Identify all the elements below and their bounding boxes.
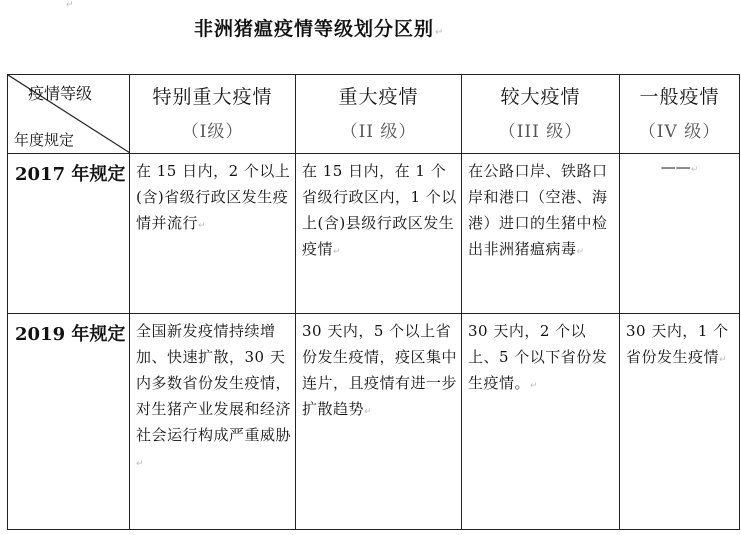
cell-mark: ↵ <box>576 247 585 257</box>
header-level-2 <box>296 75 462 154</box>
year-cell: 2017 年规定 <box>8 154 130 314</box>
level-grade: （III 级） <box>498 122 583 142</box>
level-3-cell <box>462 154 620 314</box>
cell-mark: ↵ <box>198 221 207 231</box>
cell-text: 在公路口岸、铁路口岸和港口（空港、海港）进口的生猪中检出非洲猪瘟病毒 <box>468 162 608 258</box>
corner-label-level: 疫情等级 <box>28 84 93 103</box>
header-level-1 <box>130 75 296 154</box>
cell-mark: ↵ <box>530 381 539 391</box>
cell-text: 30 天内，1 个省份发生疫情 <box>626 322 729 366</box>
level-3-cell <box>462 314 620 530</box>
level-2-cell <box>296 154 462 314</box>
year-cell: 2019 年规定 <box>8 314 130 530</box>
cell-text: 全国新发疫情持续增加、快速扩散，30 天内多数省份发生疫情，对生猪产业发展和经济社会运行构成严重威胁 <box>136 322 292 444</box>
cell-mark: ↵ <box>333 247 342 257</box>
cell-text: 在 15 日内，2 个以上(含)省级行政区发生疫情并流行 <box>136 162 291 232</box>
table-row-2017 <box>8 154 740 314</box>
cell-text: 30 天内，5 个以上省份发生疫情，疫区集中连片，且疫情有进一步扩散趋势 <box>302 322 458 418</box>
level-4-cell <box>620 314 740 530</box>
level-grade: （Ⅰ级） <box>181 122 244 142</box>
level-name: 一般疫情 <box>639 86 720 108</box>
title-paragraph-mark: ↵ <box>435 27 445 38</box>
cell-mark: ↵ <box>136 459 145 469</box>
cell-text: 在 15 日内，在 1 个省级行政区内，1 个以上(含)县级行政区发生疫情 <box>302 162 457 258</box>
paragraph-mark: ↵ <box>66 0 74 10</box>
table-row-2019 <box>8 314 740 530</box>
title-text: 非洲猪瘟疫情等级划分区别 <box>194 18 435 40</box>
level-1-cell <box>130 314 296 530</box>
document-title <box>194 14 444 41</box>
level-grade: （II 级） <box>340 122 417 142</box>
header-level-4 <box>620 75 740 154</box>
cell-mark: ↵ <box>364 407 373 417</box>
header-level-3 <box>462 75 620 154</box>
cell-text: 30 天内，2 个以上、5 个以下省份发生疫情。 <box>468 322 608 392</box>
level-name: 特别重大疫情 <box>152 86 273 108</box>
epidemic-level-table <box>7 74 740 530</box>
cell-text: —— <box>660 158 691 176</box>
level-grade: （IV 级） <box>638 122 721 142</box>
level-name: 较大疫情 <box>500 86 581 108</box>
header-corner-cell <box>8 75 130 154</box>
level-name: 重大疫情 <box>338 86 419 108</box>
corner-label-year: 年度规定 <box>14 131 75 149</box>
cell-mark: ↵ <box>719 355 728 365</box>
level-1-cell <box>130 154 296 314</box>
table-header-row <box>8 75 740 154</box>
cell-mark: ↵ <box>690 165 699 175</box>
level-4-cell <box>620 154 740 314</box>
level-2-cell <box>296 314 462 530</box>
